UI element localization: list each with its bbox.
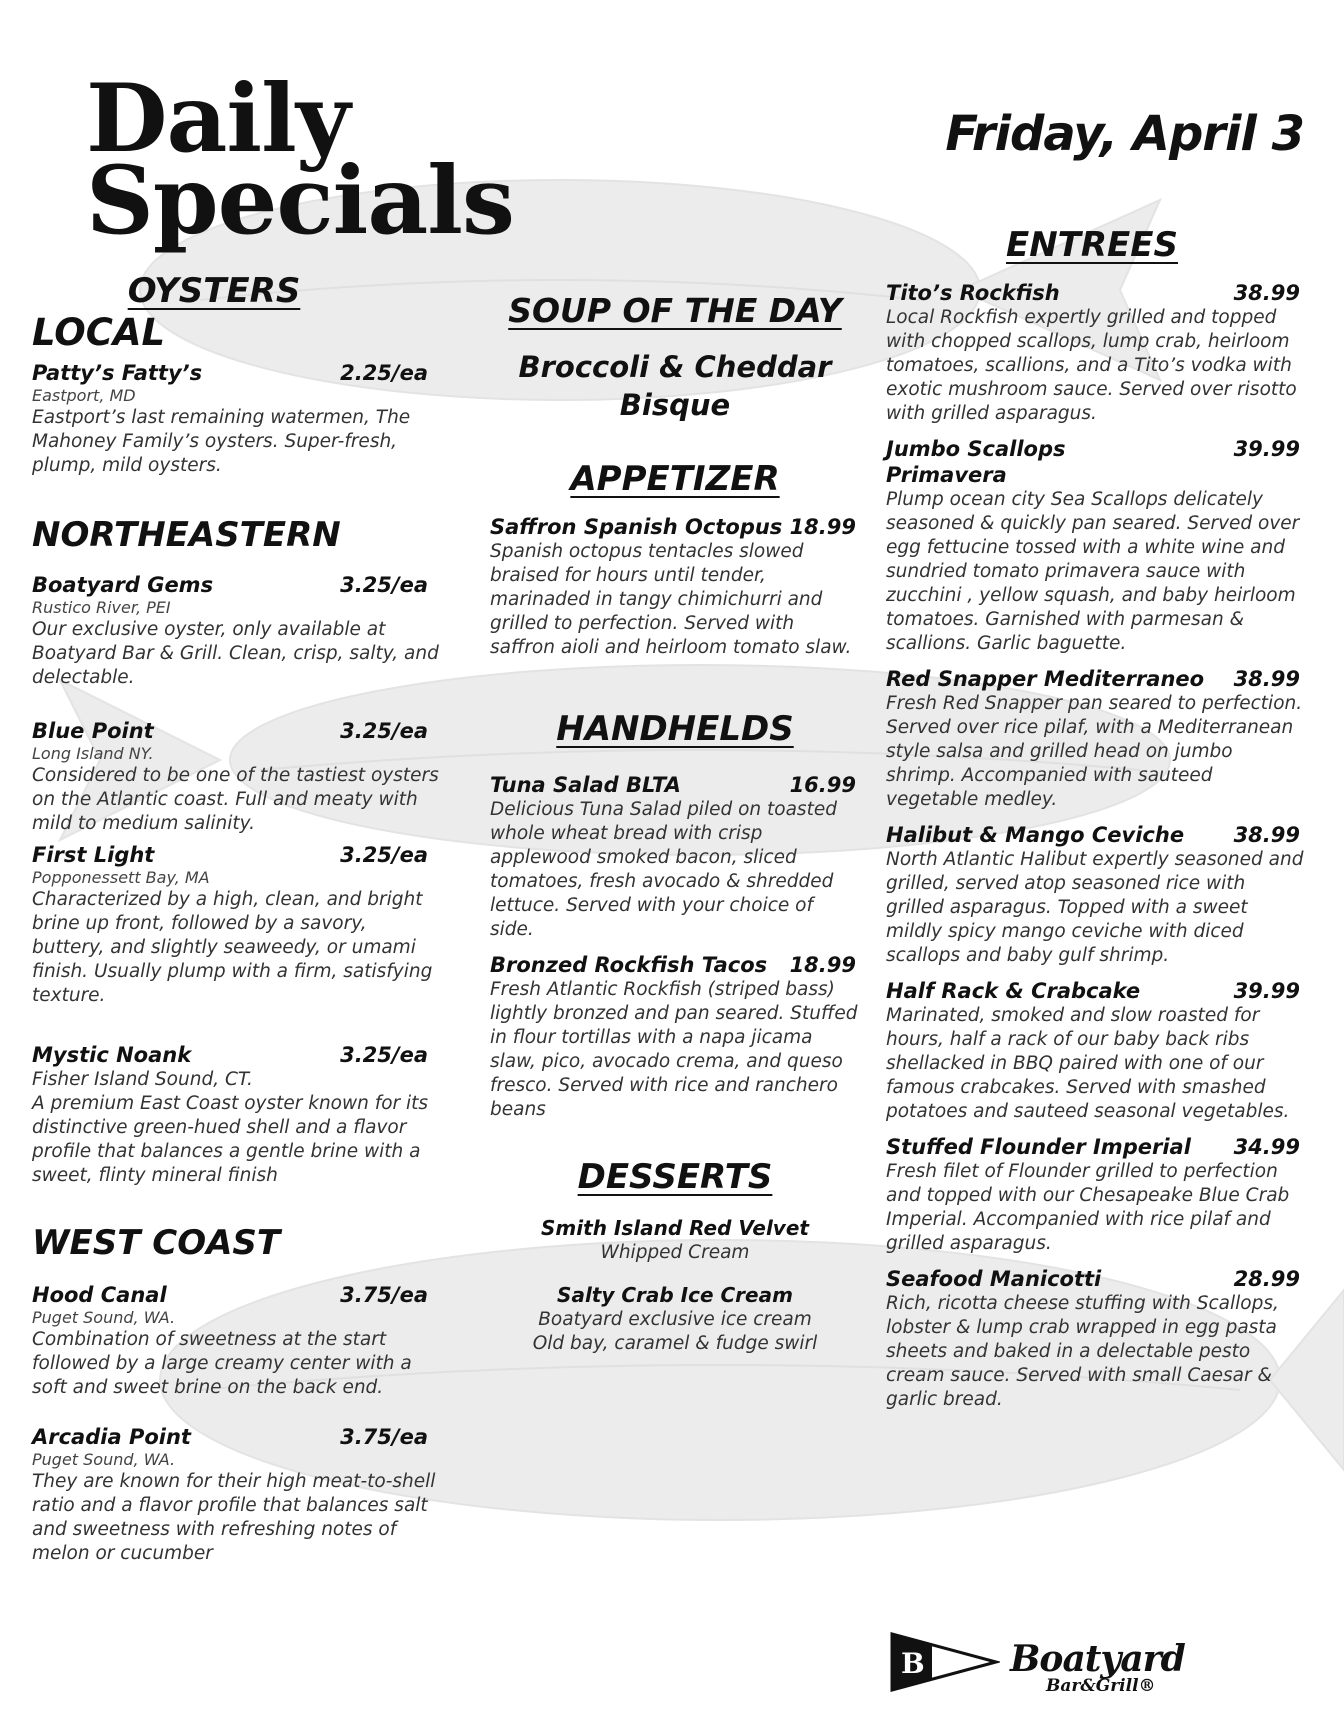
soup-heading: SOUP OF THE DAY [508, 291, 842, 330]
item-price: 38.99 [1233, 823, 1300, 847]
page-title [86, 64, 514, 256]
item-name: Seafood Manicotti [886, 1267, 1102, 1291]
item-price: 39.99 [1233, 979, 1300, 1003]
dessert-name: Smith Island Red Velvet [541, 1216, 809, 1240]
item-description: Fresh Red Snapper pan seared to perfection. Served over rice pilaf, with a Mediterranean style salsa and grilled head on jumbo shrimp. Accompanied with sauteed vegetable medley. [886, 693, 1303, 810]
item-description: Rich, ricotta cheese stuffing with Scallops, lobster & lump crab wrapped in egg pasta sheets and baked in a delectable pesto cream sauce. Served with small Caesar & garlic bread. [886, 1293, 1279, 1410]
item-description: North Atlantic Halibut expertly seasoned and grilled, served atop seasoned rice with grilled asparagus. Topped with a sweet mildly spicy mango ceviche with diced scallops and baby gulf shrimp. [886, 849, 1304, 966]
item-name: Patty’s Fatty’s [32, 361, 203, 385]
west-coast-heading: WEST COAST [32, 1223, 281, 1263]
item-name: Saffron Spanish Octopus [490, 515, 783, 539]
item-name: Boatyard Gems [32, 573, 214, 597]
pennant-flag-icon [888, 1630, 1000, 1694]
item-price: 18.99 [789, 515, 856, 539]
oysters-heading: OYSTERS [127, 271, 301, 311]
item-description: Spanish octopus tentacles slowed braised for hours until tender, marinaded in tangy chimichurri and grilled to perfection. Served with saffron aioli and heirloom tomato slaw. [490, 541, 852, 658]
desserts-heading: DESSERTS [577, 1157, 773, 1197]
item-price: 3.75/ea [340, 1283, 428, 1307]
dessert-item [490, 1216, 860, 1265]
item-description: A premium East Coast oyster known for its distinctive green-hued shell and a flavor profile that balances a gentle brine with a sweet, flinty mineral finish [32, 1093, 429, 1186]
flag-letter: B [901, 1647, 925, 1680]
item-description: Fresh filet of Flounder grilled to perfection and topped with our Chesapeake Blue Crab Imperial. Accompanied with rice pilaf and grilled asparagus. [886, 1161, 1290, 1254]
dessert-description: Whipped Cream [600, 1242, 750, 1263]
item-name: Bronzed Rockfish Tacos [490, 953, 768, 977]
logo-subtitle: Bar&Grill® [1046, 1676, 1156, 1696]
menu-item [32, 360, 444, 478]
menu-date: Friday, April 3 [945, 106, 1304, 162]
soup-name: Broccoli & Cheddar Bisque [518, 350, 832, 422]
item-name: Jumbo Scallops Primavera [886, 437, 1066, 487]
boatyard-logo [888, 1630, 1248, 1700]
menu-item [886, 822, 1306, 968]
oysters-section [32, 270, 444, 1566]
item-price: 28.99 [1233, 1267, 1300, 1291]
item-description: Marinated, smoked and slow roasted for hours, half a rack of our baby back ribs shellacked in BBQ paired with one of our famous crabcakes. Served with smashed potatoes and sauteed seasonal vegetables. [886, 1005, 1290, 1122]
item-description: Combination of sweetness at the start followed by a large creamy center with a soft and sweet brine on the back end. [32, 1329, 412, 1398]
item-location: Puget Sound, WA. [32, 1450, 176, 1469]
item-price: 3.25/ea [340, 573, 428, 597]
item-description: Local Rockfish expertly grilled and topped with chopped scallops, lump crab, heirloom tomatoes, scallions, and a Tito’s vodka with exotic mushroom sauce. Served over risotto with grilled asparagus. [886, 307, 1297, 424]
item-name: Stuffed Flounder Imperial [886, 1135, 1191, 1159]
item-price: 39.99 [1233, 437, 1300, 461]
dessert-description: Boatyard exclusive ice cream [538, 1309, 812, 1330]
title-line-2: Specials [86, 146, 514, 256]
item-price: 38.99 [1233, 667, 1300, 691]
item-name: Blue Point [32, 719, 154, 743]
dessert-item [490, 1283, 860, 1356]
item-description: They are known for their high meat-to-shell ratio and a flavor profile that balances salt and sweetness with refreshing notes of melon or cucumber [32, 1471, 436, 1564]
logo-name: Boatyard [1010, 1638, 1185, 1680]
title-line-1: Daily [86, 64, 350, 174]
item-location: Eastport, MD [32, 386, 136, 405]
item-price: 3.25/ea [340, 719, 428, 743]
menu-item [32, 718, 444, 836]
menu-item [886, 436, 1306, 656]
menu-item [32, 572, 444, 690]
menu-item [490, 952, 860, 1122]
item-name: Arcadia Point [32, 1425, 191, 1449]
item-price: 34.99 [1233, 1135, 1300, 1159]
menu-item [32, 1424, 444, 1566]
dessert-description: Old bay, caramel & fudge swirl [532, 1333, 818, 1354]
menu-item [32, 1282, 444, 1400]
menu-item [886, 978, 1306, 1124]
menu-item [32, 1042, 444, 1188]
entrees-section [886, 224, 1306, 1412]
item-name: Halibut & Mango Ceviche [886, 823, 1185, 847]
item-price: 16.99 [789, 773, 856, 797]
item-description: Plump ocean city Sea Scallops delicately seasoned & quickly pan seared. Served over egg fettucine tossed with a white wine and sundried tomato primavera sauce with zucchini , yellow squash, and baby heirloom tomatoes. Garnished with parmesan & scallions. Garlic baguette. [886, 489, 1300, 654]
item-price: 18.99 [789, 953, 856, 977]
item-description: Considered to be one of the tastiest oysters on the Atlantic coast. Full and meaty with mild to medium salinity. [32, 765, 439, 834]
dessert-name: Salty Crab Ice Cream [557, 1283, 793, 1307]
menu-item [886, 280, 1306, 426]
item-name: Half Rack & Crabcake [886, 979, 1141, 1003]
item-name: Tito’s Rockfish [886, 281, 1060, 305]
item-description: Delicious Tuna Salad piled on toasted whole wheat bread with crisp applewood smoked bacon, sliced tomatoes, fresh avocado & shredded lettuce. Served with your choice of side. [490, 799, 837, 940]
northeastern-heading: NORTHEASTERN [32, 515, 341, 555]
item-price: 38.99 [1233, 281, 1300, 305]
item-price: 2.25/ea [340, 361, 428, 385]
item-price: 3.25/ea [340, 843, 428, 867]
item-description: Fresh Atlantic Rockfish (striped bass) lightly bronzed and pan seared. Stuffed in flour tortillas with a napa jicama slaw, pico, avocado crema, and queso fresco. Served with rice and ranchero beans [490, 979, 858, 1120]
middle-column [490, 290, 860, 1356]
menu-item [886, 666, 1306, 812]
local-heading: LOCAL [32, 311, 166, 354]
item-name: First Light [32, 843, 155, 867]
item-name: Tuna Salad BLTA [490, 773, 681, 797]
item-description: Eastport’s last remaining watermen, The Mahoney Family’s oysters. Super-fresh, plump, mild oysters. [32, 407, 411, 476]
item-name: Hood Canal [32, 1283, 167, 1307]
item-location: Fisher Island Sound, CT. [32, 1069, 253, 1090]
appetizer-heading: APPETIZER [570, 459, 780, 499]
item-location: Rustico River, PEI [32, 598, 171, 617]
item-price: 3.75/ea [340, 1425, 428, 1449]
item-location: Popponessett Bay, MA [32, 868, 210, 887]
item-description: Our exclusive oyster, only available at Boatyard Bar & Grill. Clean, crisp, salty, and delectable. [32, 619, 439, 688]
menu-item [886, 1266, 1306, 1412]
entrees-heading: ENTREES [1006, 225, 1178, 265]
menu-item [32, 842, 444, 1008]
menu-item [490, 772, 860, 942]
item-price: 3.25/ea [340, 1043, 428, 1067]
menu-item [490, 514, 860, 660]
item-description: Characterized by a high, clean, and bright brine up front, followed by a savory, buttery, and slightly seaweedy, or umami finish. Usually plump with a firm, satisfying texture. [32, 889, 433, 1006]
handhelds-heading: HANDHELDS [556, 709, 794, 749]
item-location: Puget Sound, WA. [32, 1308, 176, 1327]
item-name: Red Snapper Mediterraneo [886, 667, 1205, 691]
item-name: Mystic Noank [32, 1043, 192, 1067]
menu-item [886, 1134, 1306, 1256]
item-location: Long Island NY. [32, 744, 154, 763]
